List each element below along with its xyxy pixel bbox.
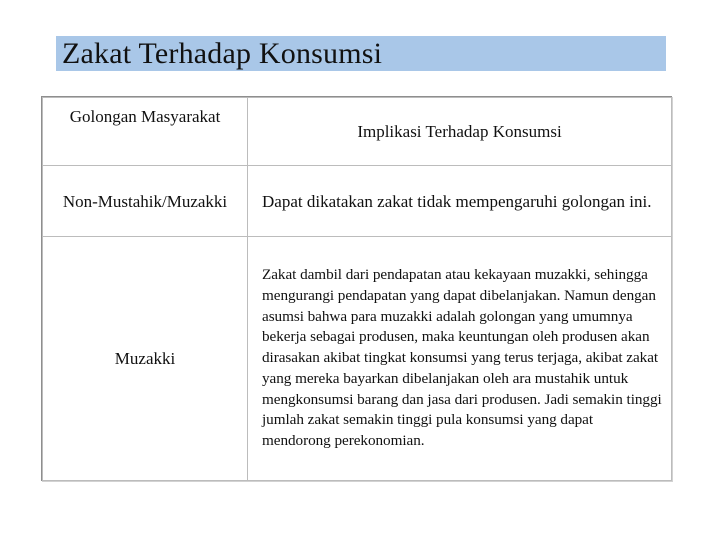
header-group-cell: [43, 98, 248, 166]
header-implication-cell: [248, 98, 672, 166]
header-implication-label: Implikasi Terhadap Konsumsi: [357, 122, 562, 141]
row-group-cell: [43, 166, 248, 237]
row-group-cell: [43, 237, 248, 481]
row-implication-text: Zakat dambil dari pendapatan atau kekayaan muzakki, sehingga mengurangi pendapatan yang dapat dibelanjakan. Namun dengan asumsi bahwa para muzakki adalah golongan yang umumnya bekerja sebagai produsen, maka keuntungan oleh produsen akan dirasakan akibat tingkat konsumsi yang terus terjaga, akibat zakat yang mereka bayarkan dibelanjakan oleh ara mustahik untuk mengkonsumsi barang dan jasa dari produsen. Jadi semakin tinggi jumlah zakat semakin tinggi pula konsumsi yang dapat mendorong perekonomian.: [262, 265, 662, 450]
row-implication-text: Dapat dikatakan zakat tidak mempengaruhi golongan ini.: [262, 191, 652, 211]
consumption-table: [41, 96, 672, 481]
row-implication-cell: [248, 166, 672, 237]
row-implication-cell: [248, 237, 672, 481]
consumption-table-grid: [42, 97, 672, 481]
row-group-label: Non-Mustahik/Muzakki: [62, 191, 228, 211]
slide-title: Zakat Terhadap Konsumsi: [56, 36, 666, 71]
header-group-label: Golongan Masyarakat: [69, 107, 221, 126]
table-row: [43, 166, 672, 237]
table-row: [43, 237, 672, 481]
table-header-row: [43, 98, 672, 166]
row-group-label: Muzakki: [114, 349, 176, 368]
